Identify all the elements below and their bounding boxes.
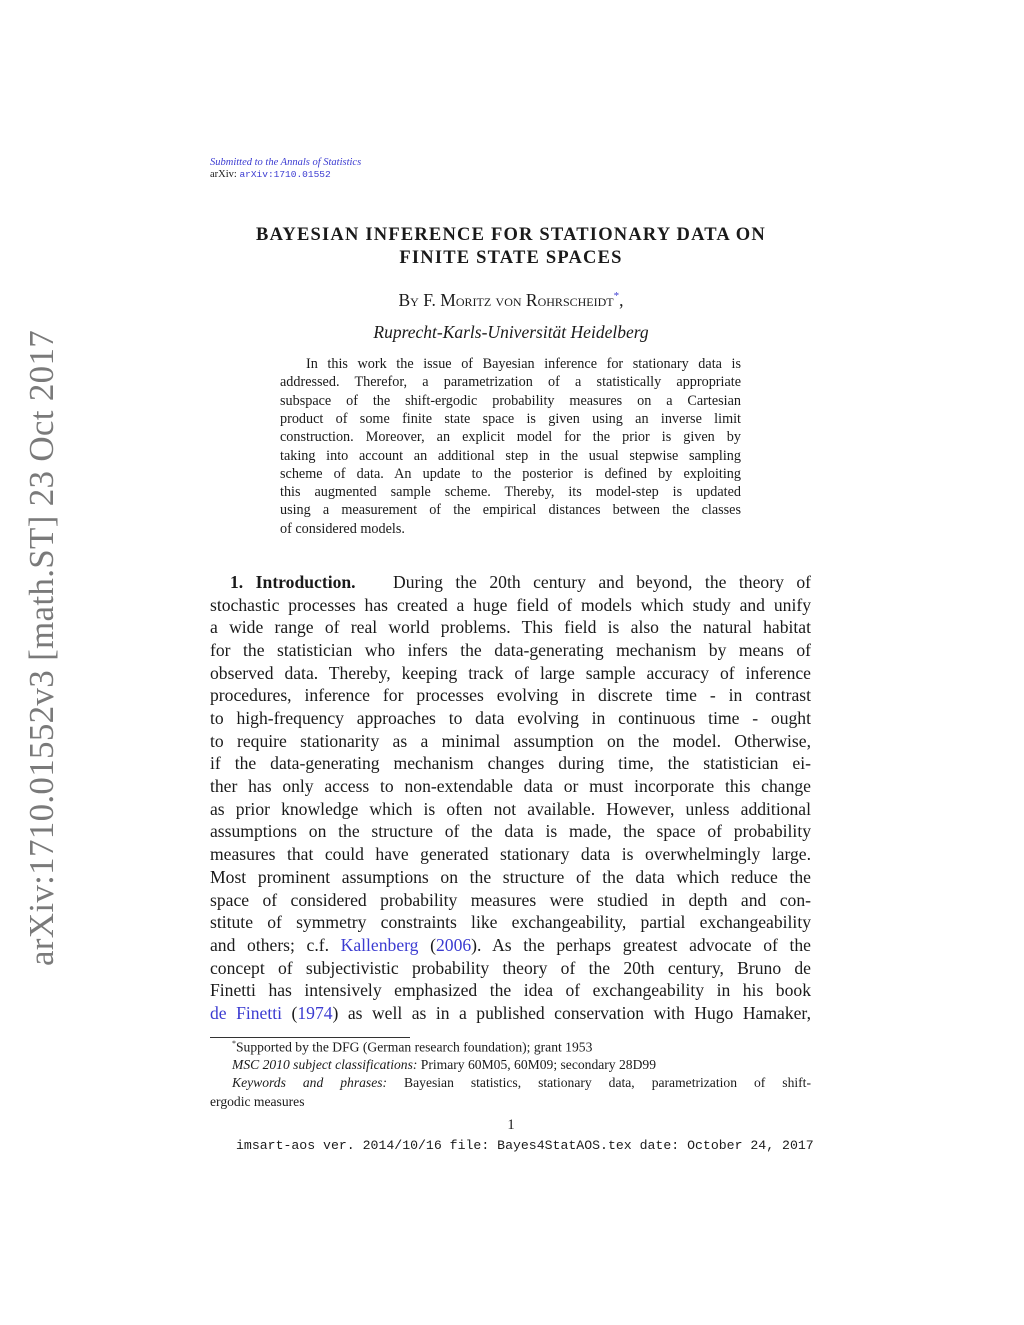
footnote-mark: * [232,1039,236,1048]
abstract-line: of considered models. [280,520,405,537]
arxiv-side-stamp: arXiv:1710.01552v3 [math.ST] 23 Oct 2017 [22,329,61,967]
section-heading: 1. Introduction. [230,572,356,592]
arxiv-line [210,169,331,180]
abstract-line: construction. Moreover, an explicit model for the prior is given by [280,429,741,446]
arxiv-label: arXiv: [210,169,240,180]
abstract-line: this augmented sample scheme. Thereby, its model-step is updated [280,484,741,501]
footnote-mark-link[interactable]: * [613,290,620,303]
body-line: Finetti has intensively emphasized the idea of exchangeability in his book [210,980,811,1001]
abstract-line: subspace of the shift-ergodic probability measures on a Cartesian [280,392,741,409]
arxiv-id-link[interactable]: arXiv:1710.01552 [239,169,331,180]
body-line: procedures, inference for processes evolving in discrete time - in contrast [210,685,811,706]
abstract-line: In this work the issue of Bayesian inference for stationary data is [306,356,741,372]
footnote-keywords-cont: ergodic measures [210,1094,305,1109]
body-line [210,934,811,956]
title-line: BAYESIAN INFERENCE FOR STATIONARY DATA ON [256,225,766,245]
citation-year-1974-link[interactable]: 1974 [297,1003,333,1023]
footnote-keywords [232,1075,811,1091]
body-line: to high-frequency approaches to data evolving in continuous time - ought [210,708,811,729]
footnote-text: Bayesian statistics, stationary data, parametrization of shift- [387,1075,811,1090]
footnote-rule [210,1037,410,1038]
abstract-line: taking into account an additional step in the usual stepwise sampling [280,447,741,464]
footnote-label: MSC 2010 subject classifications: [232,1057,418,1072]
body-line: measures that could have generated stationary data is overwhelmingly large. [210,844,811,865]
body-line [210,1002,811,1024]
footnote-support [232,1039,592,1056]
affiliation: Ruprecht-Karls-Universität Heidelberg [373,322,649,342]
body-text: ( [282,1003,298,1023]
author-name: By F. Moritz von Rohrscheidt [398,290,614,310]
abstract-line: addressed. Therefor, a parametrization of a statistically appropriate [280,374,741,391]
title-line: FINITE STATE SPACES [399,248,623,268]
imsart-footer: imsart-aos ver. 2014/10/16 file: Bayes4StatAOS.tex date: October 24, 2017 [236,1138,814,1153]
citation-year-2006-link[interactable]: 2006 [435,935,472,955]
paper-title [210,224,812,270]
body-line: as prior knowledge which is often not available. However, unless additional [210,798,811,819]
author-line [210,290,812,311]
body-line: observed data. Thereby, keeping track of large sample accuracy of inference [210,662,811,683]
body-line: assumptions on the structure of the data is made, the space of probability [210,821,811,842]
body-text: ( [418,935,436,955]
body-text: ). As the perhaps greatest advocate of the [471,935,811,955]
body-line: a wide range of real world problems. This field is also the natural habitat [210,617,811,638]
body-line: to require stationarity as a minimal assumption on the model. Otherwise, [210,730,811,751]
body-line: Most prominent assumptions on the structure of the data which reduce the [210,866,811,887]
footnote-label: Keywords and phrases: [232,1075,388,1090]
body-line: if the data-generating mechanism changes during time, the statistician ei- [210,753,811,774]
page-number: 1 [507,1117,515,1133]
footnote-msc [232,1057,656,1073]
abstract-line: scheme of data. An update to the posterior is defined by exploiting [280,465,741,482]
body-text: During the 20th century and beyond, the theory of [393,572,812,592]
journal-link[interactable]: Submitted to the Annals of Statistics [210,157,362,168]
body-text: ) as well as in a published conservation with Hugo Hamaker, [332,1003,811,1023]
body-line: ther has only access to non-extendable data or must incorporate this change [210,776,811,797]
body-text: and others; c.f. [210,935,341,955]
body-line: concept of subjectivistic probability theory of the 20th century, Bruno de [210,957,811,978]
citation-kallenberg-link[interactable]: Kallenberg [340,935,419,955]
body-line: stitute of symmetry constraints like exchangeability, partial exchangeability [210,912,811,933]
abstract-line: using a measurement of the empirical distances between the classes [280,502,741,519]
footnote-text: Supported by the DFG (German research foundation); grant 1953 [236,1039,593,1055]
body-line: for the statistician who infers the data-generating mechanism by means of [210,640,811,661]
footnote-text: Primary 60M05, 60M09; secondary 28D99 [417,1057,657,1072]
body-line: stochastic processes has created a huge field of models which study and unify [210,594,811,615]
citation-definetti-link[interactable]: de Finetti [210,1003,283,1023]
body-line [230,571,811,593]
body-line: space of considered probability measures were studied in depth and con- [210,889,811,910]
author-suffix: , [619,290,624,310]
abstract-line: product of some finite state space is given using an inverse limit [280,410,741,427]
